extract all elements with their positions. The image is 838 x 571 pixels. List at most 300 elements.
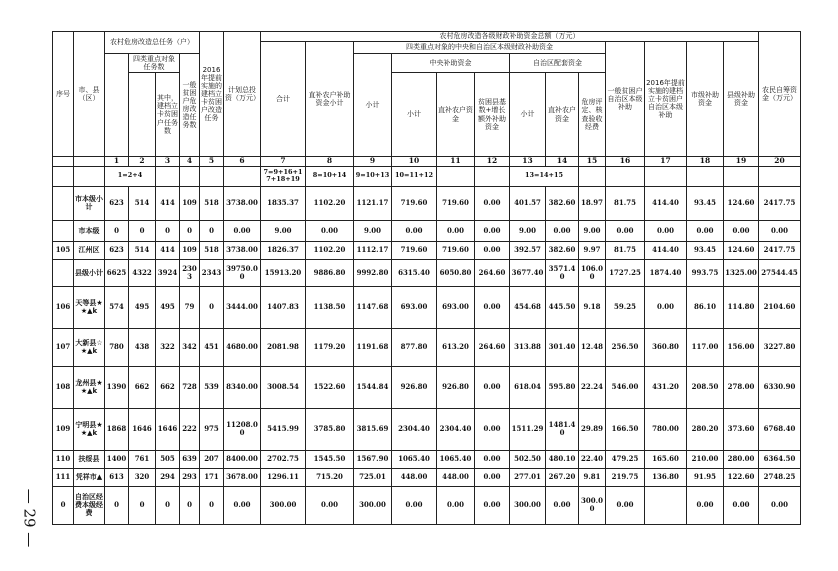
row-value: 414.40: [645, 241, 687, 259]
col-number: 10: [392, 157, 437, 167]
header-general-poor: 一般贫困户危房改造任务数: [180, 54, 200, 157]
formula: 1=2+4: [105, 166, 156, 186]
row-value: 0.00: [724, 220, 759, 241]
row-name: 市本级小计: [74, 186, 105, 220]
row-value: 3785.80: [306, 408, 354, 450]
col-number: 17: [645, 157, 687, 167]
row-value: 59.25: [606, 286, 645, 328]
row-value: 2303: [180, 259, 200, 286]
table-row: [53, 220, 801, 241]
row-value: 2343: [200, 259, 224, 286]
col-number: 5: [200, 157, 224, 167]
row-value: 623: [105, 186, 129, 220]
row-value: 1727.25: [606, 259, 645, 286]
row-value: 0.00: [392, 220, 437, 241]
header-seq: 序号: [53, 32, 74, 157]
row-value: 479.25: [606, 450, 645, 468]
row-value: 518: [200, 186, 224, 220]
row-value: 109: [180, 241, 200, 259]
row-value: 0.00: [475, 186, 510, 220]
header-city-funds: 市级补助资金: [687, 42, 724, 157]
row-value: 445.50: [546, 286, 579, 328]
col-number: 3: [156, 157, 180, 167]
row-value: 0.00: [546, 486, 579, 524]
row-value: 0.00: [475, 220, 510, 241]
row-value: 81.75: [606, 241, 645, 259]
col-number: 16: [606, 157, 645, 167]
col-number: 11: [437, 157, 475, 167]
row-value: 9.18: [579, 286, 606, 328]
header-c-poor: 贫困县基数+增长额外补助资金: [475, 73, 510, 157]
header-c-direct: 直补农户资金: [437, 73, 475, 157]
header-2016: 2016年提前实施的建档立卡贫困户改造任务: [200, 32, 224, 157]
header-tasks: 农村危房改造总任务（户）: [105, 32, 200, 54]
row-value: 1065.40: [392, 450, 437, 468]
row-value: 414: [156, 186, 180, 220]
header-funds-total: 农村危房改造各级财政补助资金总额（万元）: [261, 32, 759, 42]
row-seq: 106: [53, 286, 74, 328]
row-value: 109: [180, 186, 200, 220]
row-value: 320: [129, 468, 156, 486]
row-value: 18.97: [579, 186, 606, 220]
row-value: 0.00: [475, 450, 510, 468]
row-value: 156.00: [724, 328, 759, 366]
row-value: 926.80: [392, 366, 437, 408]
table-row: [53, 486, 801, 524]
row-value: 6364.50: [759, 450, 801, 468]
col-number: 20: [759, 157, 801, 167]
row-value: 662: [129, 366, 156, 408]
formula: 9=10+13: [354, 166, 392, 186]
row-value: 0.00: [475, 366, 510, 408]
row-value: 993.75: [687, 259, 724, 286]
row-value: 595.80: [546, 366, 579, 408]
row-value: 360.80: [645, 328, 687, 366]
row-value: 8340.00: [224, 366, 261, 408]
row-value: 293: [180, 468, 200, 486]
row-value: 1138.50: [306, 286, 354, 328]
row-value: 0.00: [687, 486, 724, 524]
row-name: 县级小计: [74, 259, 105, 286]
row-value: 1544.84: [354, 366, 392, 408]
row-value: 546.00: [606, 366, 645, 408]
row-value: 0.00: [392, 486, 437, 524]
row-value: 0: [180, 486, 200, 524]
row-value: 639: [180, 450, 200, 468]
row-name: 天等县★★▲k: [74, 286, 105, 328]
row-value: 1407.83: [261, 286, 306, 328]
row-value: 0.00: [645, 286, 687, 328]
row-value: 877.80: [392, 328, 437, 366]
row-value: 926.80: [437, 366, 475, 408]
row-value: 3678.00: [224, 468, 261, 486]
table-row: [53, 286, 801, 328]
header-four-types-total: [129, 73, 156, 157]
row-value: 725.01: [354, 468, 392, 486]
col-number: 15: [579, 157, 606, 167]
row-value: 27544.45: [759, 259, 801, 286]
row-value: 219.75: [606, 468, 645, 486]
row-value: 514: [129, 186, 156, 220]
row-value: 0.00: [475, 241, 510, 259]
row-value: 2702.75: [261, 450, 306, 468]
row-value: 29.89: [579, 408, 606, 450]
row-value: 300.00: [261, 486, 306, 524]
table-row: [53, 186, 801, 220]
row-value: 81.75: [606, 186, 645, 220]
row-value: 373.60: [724, 408, 759, 450]
row-value: 0.00: [306, 486, 354, 524]
row-value: 1567.90: [354, 450, 392, 468]
row-value: 91.95: [687, 468, 724, 486]
row-value: 0.00: [546, 220, 579, 241]
row-value: 9.97: [579, 241, 606, 259]
row-value: 518: [200, 241, 224, 259]
header-regional: 自治区配套资金: [510, 54, 606, 73]
row-value: 613.20: [437, 328, 475, 366]
table-row: [53, 468, 801, 486]
row-value: 0.00: [224, 220, 261, 241]
row-value: 438: [129, 328, 156, 366]
row-value: 6625: [105, 259, 129, 286]
row-value: 0: [200, 286, 224, 328]
row-value: 39750.00: [224, 259, 261, 286]
col-number: 9: [354, 157, 392, 167]
row-value: 1400: [105, 450, 129, 468]
row-name: 扶绥县: [74, 450, 105, 468]
row-value: 2081.98: [261, 328, 306, 366]
row-value: 93.45: [687, 241, 724, 259]
row-value: 322: [156, 328, 180, 366]
row-value: 1826.37: [261, 241, 306, 259]
row-value: 6768.40: [759, 408, 801, 450]
row-value: 1102.20: [306, 241, 354, 259]
row-value: 975: [200, 408, 224, 450]
row-value: 719.60: [437, 241, 475, 259]
row-value: 761: [129, 450, 156, 468]
row-value: 3444.00: [224, 286, 261, 328]
row-value: 15913.20: [261, 259, 306, 286]
row-value: 171: [200, 468, 224, 486]
row-value: 264.60: [475, 259, 510, 286]
row-value: 300.00: [579, 486, 606, 524]
col-number: 12: [475, 157, 510, 167]
row-value: 207: [200, 450, 224, 468]
row-value: 623: [105, 241, 129, 259]
row-value: 613: [105, 468, 129, 486]
header-four-central-regional: 四类重点对象的中央和自治区本级财政补助资金: [354, 42, 606, 54]
col-number: 7: [261, 157, 306, 167]
row-seq: [53, 259, 74, 286]
row-value: 11208.00: [224, 408, 261, 450]
row-value: 1325.00: [724, 259, 759, 286]
table-row: [53, 259, 801, 286]
col-number: 6: [224, 157, 261, 167]
row-value: 454.68: [510, 286, 546, 328]
row-value: 448.00: [437, 468, 475, 486]
row-value: 3738.00: [224, 186, 261, 220]
row-value: 401.57: [510, 186, 546, 220]
row-value: 3008.54: [261, 366, 306, 408]
col-number: 2: [129, 157, 156, 167]
header-r-review: 危房评定、核查验收经费: [579, 73, 606, 157]
col-number: 1: [105, 157, 129, 167]
row-value: 6315.40: [392, 259, 437, 286]
row-value: 3738.00: [224, 241, 261, 259]
row-value: 2304.40: [392, 408, 437, 450]
subsidy-table: [52, 31, 801, 525]
col-number: 13: [510, 157, 546, 167]
header-central: 中央补助资金: [392, 54, 510, 73]
row-value: 9.00: [579, 220, 606, 241]
row-value: 12.48: [579, 328, 606, 366]
row-value: 4680.00: [224, 328, 261, 366]
row-value: 1191.68: [354, 328, 392, 366]
row-value: 208.50: [687, 366, 724, 408]
row-seq: 110: [53, 450, 74, 468]
row-value: 495: [129, 286, 156, 328]
row-value: 300.00: [354, 486, 392, 524]
row-seq: 0: [53, 486, 74, 524]
row-value: 9992.80: [354, 259, 392, 286]
row-value: 9886.80: [306, 259, 354, 286]
row-value: 4322: [129, 259, 156, 286]
row-value: 0: [180, 220, 200, 241]
row-value: 480.10: [546, 450, 579, 468]
header-region: 市、县（区）: [74, 32, 105, 157]
row-value: 124.60: [724, 186, 759, 220]
row-value: 2104.60: [759, 286, 801, 328]
row-value: 2748.25: [759, 468, 801, 486]
table-row: [53, 408, 801, 450]
row-value: 495: [156, 286, 180, 328]
row-value: 0: [129, 486, 156, 524]
header-r-subtotal: 小计: [510, 73, 546, 157]
row-value: 382.60: [546, 186, 579, 220]
row-value: [645, 486, 687, 524]
row-value: 165.60: [645, 450, 687, 468]
row-name: 自治区经费本级经费: [74, 486, 105, 524]
row-value: 693.00: [392, 286, 437, 328]
header-subtotal: 小计: [354, 54, 392, 157]
row-value: 256.50: [606, 328, 645, 366]
row-value: 2304.40: [437, 408, 475, 450]
row-value: 414.40: [645, 186, 687, 220]
table-row: [53, 328, 801, 366]
row-name: 大新县☆★▲k: [74, 328, 105, 366]
row-value: 3815.69: [354, 408, 392, 450]
row-value: 9.00: [510, 220, 546, 241]
row-name: 江州区: [74, 241, 105, 259]
formula: 7=9+16+17+18+19: [261, 166, 306, 186]
row-value: 0: [105, 486, 129, 524]
row-value: 514: [129, 241, 156, 259]
row-value: 392.57: [510, 241, 546, 259]
row-value: 0.00: [475, 468, 510, 486]
formula: 13=14+15: [510, 166, 579, 186]
header-c-subtotal: 小计: [392, 73, 437, 157]
row-value: 719.60: [392, 186, 437, 220]
row-value: 277.01: [510, 468, 546, 486]
col-number: 14: [546, 157, 579, 167]
row-value: 0.00: [306, 220, 354, 241]
col-number: 18: [687, 157, 724, 167]
header-total: 合计: [261, 42, 306, 157]
row-value: 0.00: [645, 220, 687, 241]
row-value: 1121.17: [354, 186, 392, 220]
row-seq: 107: [53, 328, 74, 366]
row-value: 3227.80: [759, 328, 801, 366]
row-value: 3571.40: [546, 259, 579, 286]
row-value: 166.50: [606, 408, 645, 450]
row-value: 431.20: [645, 366, 687, 408]
row-value: 1545.50: [306, 450, 354, 468]
header-four-types: 四类重点对象任务数: [129, 54, 180, 73]
header-r-direct: 直补农户资金: [546, 73, 579, 157]
row-value: 93.45: [687, 186, 724, 220]
row-value: 780: [105, 328, 129, 366]
row-value: 539: [200, 366, 224, 408]
row-value: 300.00: [510, 486, 546, 524]
row-value: 1179.20: [306, 328, 354, 366]
row-value: 719.60: [437, 186, 475, 220]
row-value: 0.00: [759, 220, 801, 241]
row-value: 0: [200, 486, 224, 524]
row-value: 2417.75: [759, 241, 801, 259]
row-value: 1511.29: [510, 408, 546, 450]
row-value: 267.20: [546, 468, 579, 486]
row-value: 106.00: [579, 259, 606, 286]
header-2016-funds: 2016年提前实施的建档立卡贫困户自治区本级补助: [645, 42, 687, 157]
row-value: 1868: [105, 408, 129, 450]
row-value: 5415.99: [261, 408, 306, 450]
col-number: 19: [724, 157, 759, 167]
row-value: 0.00: [724, 486, 759, 524]
row-seq: 111: [53, 468, 74, 486]
row-seq: 109: [53, 408, 74, 450]
header-county-funds: 县级补助资金: [724, 42, 759, 157]
row-value: 280.00: [724, 450, 759, 468]
row-value: 0.00: [475, 486, 510, 524]
row-value: 278.00: [724, 366, 759, 408]
row-value: 280.20: [687, 408, 724, 450]
header-of-which: 其中，建档立卡贫困户任务数: [156, 73, 180, 157]
row-value: 719.60: [392, 241, 437, 259]
row-value: 715.20: [306, 468, 354, 486]
col-number: 8: [306, 157, 354, 167]
row-value: 382.60: [546, 241, 579, 259]
row-value: 136.80: [645, 468, 687, 486]
row-value: 79: [180, 286, 200, 328]
row-value: 3677.40: [510, 259, 546, 286]
header-task-total: [105, 54, 129, 157]
row-value: 0: [200, 220, 224, 241]
row-value: 505: [156, 450, 180, 468]
row-value: 0: [156, 220, 180, 241]
row-value: 0.00: [475, 408, 510, 450]
row-value: 0.00: [687, 220, 724, 241]
row-value: 1147.68: [354, 286, 392, 328]
row-value: 9.81: [579, 468, 606, 486]
row-value: 301.40: [546, 328, 579, 366]
row-value: 780.00: [645, 408, 687, 450]
row-value: 574: [105, 286, 129, 328]
row-value: 1065.40: [437, 450, 475, 468]
row-value: 662: [156, 366, 180, 408]
header-direct-subtotal: 直补农户补助资金小计: [306, 42, 354, 157]
row-seq: [53, 186, 74, 220]
row-value: 22.24: [579, 366, 606, 408]
row-value: 451: [200, 328, 224, 366]
row-value: 294: [156, 468, 180, 486]
row-value: 0.00: [224, 486, 261, 524]
table-row: [53, 366, 801, 408]
row-seq: 105: [53, 241, 74, 259]
row-value: 502.50: [510, 450, 546, 468]
row-value: 448.00: [392, 468, 437, 486]
row-value: 1646: [156, 408, 180, 450]
row-value: 1646: [129, 408, 156, 450]
row-value: 22.40: [579, 450, 606, 468]
row-value: 0: [105, 220, 129, 241]
row-value: 86.10: [687, 286, 724, 328]
row-value: 0.00: [475, 286, 510, 328]
row-value: 342: [180, 328, 200, 366]
row-value: 114.80: [724, 286, 759, 328]
row-value: 414: [156, 241, 180, 259]
header-plan-invest: 计划总投资（万元）: [224, 32, 261, 157]
page-number: — 29 —: [20, 488, 38, 548]
row-value: 117.00: [687, 328, 724, 366]
row-name: 凭祥市▲: [74, 468, 105, 486]
header-self-raised: 农民自筹资金（万元）: [759, 32, 801, 157]
row-name: 宁明县★★▲k: [74, 408, 105, 450]
row-value: 728: [180, 366, 200, 408]
row-value: 0.00: [606, 486, 645, 524]
row-value: 2417.75: [759, 186, 801, 220]
row-name: 市本级: [74, 220, 105, 241]
row-value: 210.00: [687, 450, 724, 468]
header-general-poor-funds: 一般贫困户自治区本级补助: [606, 42, 645, 157]
row-value: 1874.40: [645, 259, 687, 286]
row-value: 618.04: [510, 366, 546, 408]
row-value: 0: [156, 486, 180, 524]
formula: 8=10+14: [306, 166, 354, 186]
row-value: 1481.40: [546, 408, 579, 450]
row-value: 1390: [105, 366, 129, 408]
row-value: 1112.17: [354, 241, 392, 259]
row-value: 0.00: [606, 220, 645, 241]
row-value: 9.00: [354, 220, 392, 241]
row-value: 222: [180, 408, 200, 450]
row-value: 3924: [156, 259, 180, 286]
row-value: 124.60: [724, 241, 759, 259]
row-value: 6330.90: [759, 366, 801, 408]
row-value: 0: [129, 220, 156, 241]
row-value: 6050.80: [437, 259, 475, 286]
row-value: 8400.00: [224, 450, 261, 468]
row-value: 0.00: [437, 486, 475, 524]
row-value: 1522.60: [306, 366, 354, 408]
row-value: 0.00: [437, 220, 475, 241]
row-name: 龙州县★★▲k: [74, 366, 105, 408]
table-row: [53, 450, 801, 468]
row-value: 264.60: [475, 328, 510, 366]
row-value: 1102.20: [306, 186, 354, 220]
row-value: 693.00: [437, 286, 475, 328]
formula: 10=11+12: [392, 166, 437, 186]
row-value: 0.00: [759, 486, 801, 524]
